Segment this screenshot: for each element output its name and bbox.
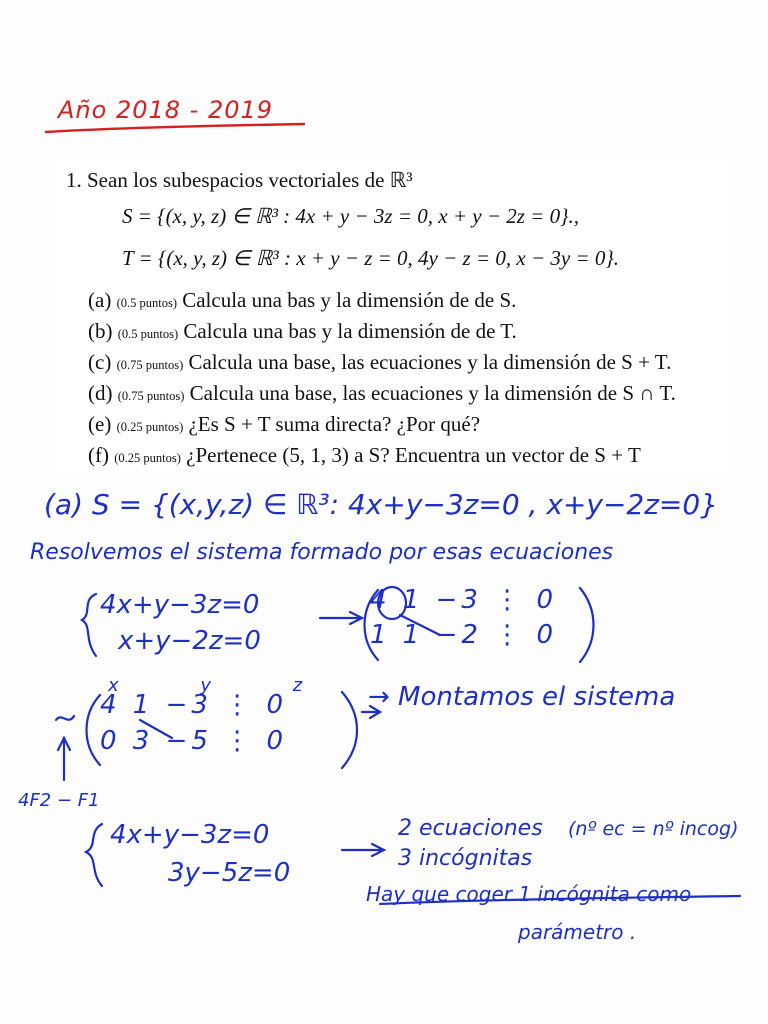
note-system1-eq2: x+y−2z=0 (118, 626, 261, 656)
part-label: (d) (88, 381, 113, 405)
system1-brace (82, 594, 96, 656)
part-label: (b) (88, 319, 113, 343)
matrix2-right-bracket (342, 692, 357, 768)
note-montamos: → Montamos el sistema (368, 682, 676, 712)
part-points: (0.75 puntos) (116, 358, 184, 372)
note-matrix2-row1: 4 1 −3 ⋮ 0 (100, 690, 288, 720)
part-label: (a) (88, 288, 112, 312)
part-label: (f) (88, 443, 109, 467)
part-text: ¿Pertenece (5, 1, 3) a S? Encuentra un vector de S + T (186, 443, 641, 467)
exercise-title: 1. Sean los subespacios vectoriales de ℝ³ (66, 168, 413, 192)
note-hay-que-coger: Hay que coger 1 incógnita como (366, 882, 692, 906)
part-label: (e) (88, 412, 112, 436)
matrix2-left-bracket (87, 695, 101, 765)
part-points: (0.75 puntos) (117, 389, 185, 403)
reduce-stroke (400, 615, 440, 635)
note-variable-headers: x y z (108, 675, 341, 696)
arrow-icon (362, 706, 380, 718)
part-text: ¿Es S + T suma directa? ¿Por qué? (188, 412, 481, 436)
note-row-operation: 4F2 − F1 (18, 790, 100, 811)
arrow-icon (342, 844, 384, 856)
part-points: (0.5 puntos) (116, 296, 177, 310)
part-text: Calcula una bas y la dimensión de de T. (183, 319, 517, 343)
part-text: Calcula una bas y la dimensión de de S. (182, 288, 517, 312)
note-underline (380, 896, 740, 904)
matrix1-right-bracket (580, 588, 594, 662)
arrow-icon (320, 612, 362, 624)
matrix1-left-bracket (365, 590, 379, 660)
note-system2-eq1: 4x+y−3z=0 (110, 820, 270, 850)
up-arrow-icon (58, 738, 70, 780)
part-text: Calcula una base, las ecuaciones y la dimensión de S + T. (188, 350, 672, 374)
system2-brace (86, 824, 102, 886)
note-ecuaciones: 2 ecuaciones (398, 816, 543, 841)
note-parametro: parámetro . (518, 920, 637, 944)
note-count-comparison: (nº ec = nº incog) (568, 818, 739, 840)
note-matrix2-row2: 0 3 −5 ⋮ 0 (100, 726, 288, 756)
part-points: (0.25 puntos) (114, 451, 181, 465)
subspace-s-definition: S = {(x, y, z) ∈ ℝ³ : 4x + y − 3z = 0, x + y − 2z = 0}., (122, 204, 579, 228)
handwritten-year: Año 2018 - 2019 (58, 96, 274, 124)
subspace-t-definition: T = {(x, y, z) ∈ ℝ³ : x + y − z = 0, 4y − z = 0, x − 3y = 0}. (122, 246, 620, 270)
pivot-circle (378, 587, 406, 619)
reduce-stroke (140, 720, 172, 738)
note-incognitas: 3 incógnitas (398, 846, 533, 871)
note-system2-eq2: 3y−5z=0 (168, 858, 291, 888)
part-points: (0.5 puntos) (117, 327, 179, 341)
note-matrix1-row1: 4 1 −3 ⋮ 0 (370, 585, 558, 615)
note-system1-eq1: 4x+y−3z=0 (100, 590, 260, 620)
tilde-mark (56, 716, 74, 720)
note-part-a-set: (a) S = {(x,y,z) ∈ ℝ³: 4x+y−3z=0 , x+y−2z=0} (44, 488, 719, 521)
part-text: Calcula una base, las ecuaciones y la dimensión de S ∩ T. (189, 381, 676, 405)
part-label: (c) (88, 350, 112, 374)
note-resolvemos: Resolvemos el sistema formado por esas ecuaciones (30, 540, 614, 565)
part-points: (0.25 puntos) (116, 420, 184, 434)
note-matrix1-row2: 1 1 −2 ⋮ 0 (370, 620, 558, 650)
